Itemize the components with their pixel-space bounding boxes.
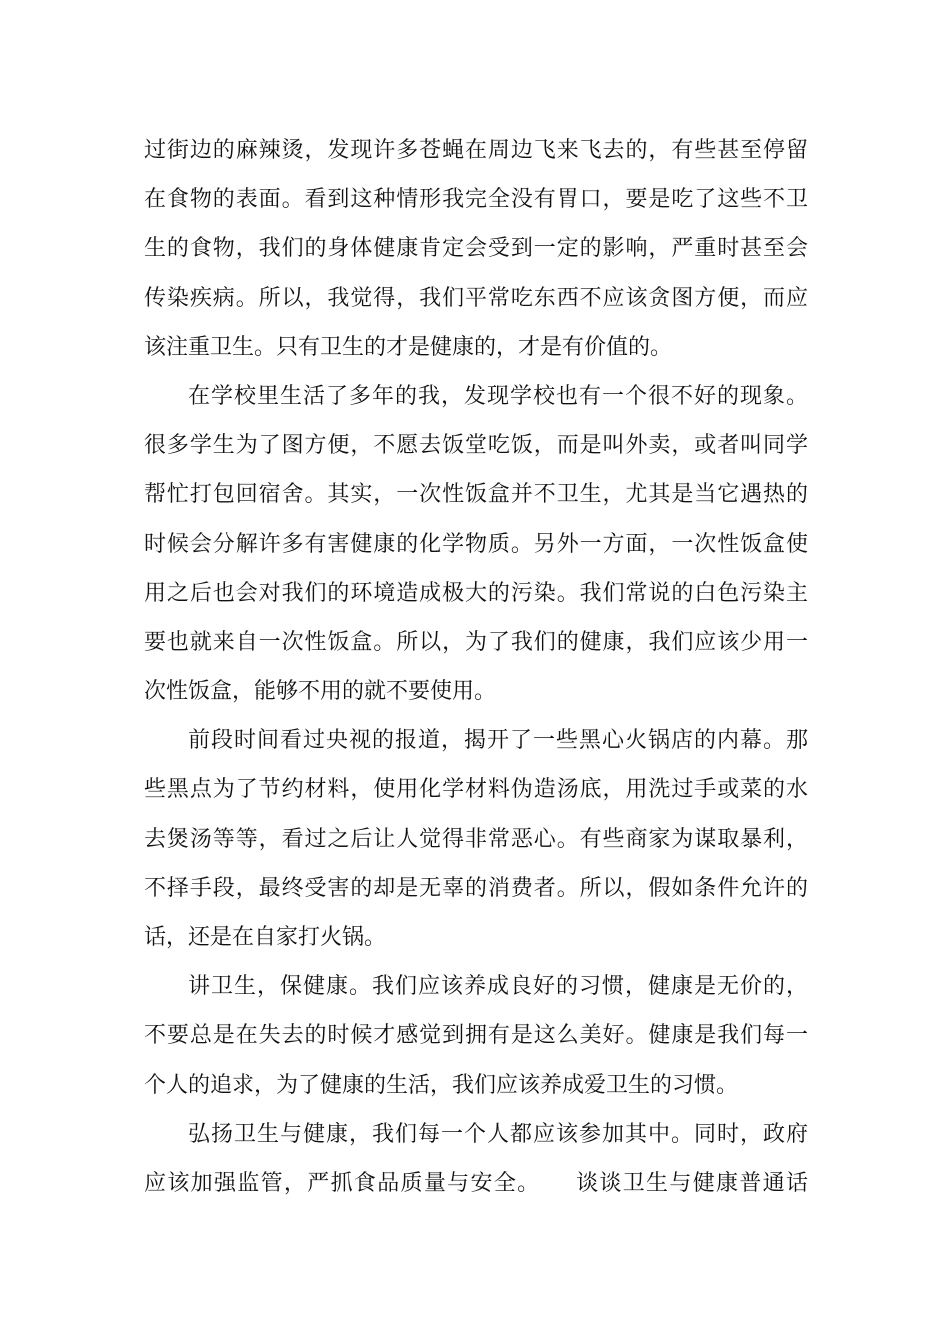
- paragraph-5: [144, 1110, 808, 1208]
- paragraph-2: [144, 372, 808, 716]
- text-line: 不要总是在失去的时候才感觉到拥有是这么美好。健康是我们每一: [144, 1023, 808, 1049]
- text-line: 生的食物，我们的身体健康肯定会受到一定的影响，严重时甚至会: [144, 236, 808, 262]
- text-line: 前段时间看过央视的报道，揭开了一些黑心火锅店的内幕。那: [188, 728, 808, 754]
- body-text: [144, 126, 808, 1208]
- text-line: 些黑点为了节约材料，使用化学材料伪造汤底，用洗过手或菜的水: [144, 777, 808, 803]
- text-line: 过街边的麻辣烫，发现许多苍蝇在周边飞来飞去的，有些甚至停留: [144, 138, 808, 163]
- text-line: 个人的追求，为了健康的生活，我们应该养成爱卫生的习惯。: [144, 1072, 739, 1098]
- text-line: 不择手段，最终受害的却是无辜的消费者。所以，假如条件允许的: [144, 875, 808, 901]
- text-line: 话，还是在自家打火锅。: [144, 925, 387, 950]
- text-line: 要也就来自一次性饭盒。所以，为了我们的健康，我们应该少用一: [144, 629, 808, 655]
- text-line: 时候会分解许多有害健康的化学物质。另外一方面，一次性饭盒使: [144, 531, 808, 557]
- text-line: 讲卫生，保健康。我们应该养成良好的习惯，健康是无价的，: [188, 974, 808, 1000]
- text-line: 次性饭盒，能够不用的就不要使用。: [144, 679, 497, 705]
- text-line: 用之后也会对我们的环境造成极大的污染。我们常说的白色污染主: [144, 580, 808, 606]
- text-line: 该注重卫生。只有卫生的才是健康的，才是有价值的。: [144, 334, 673, 360]
- text-line: 在食物的表面。看到这种情形我完全没有胃口，要是吃了这些不卫: [144, 187, 808, 213]
- text-line: 帮忙打包回宿舍。其实，一次性饭盒并不卫生，尤其是当它遇热的: [144, 482, 808, 508]
- text-line: 应该加强监管，严抓食品质量与安全。 谈谈卫生与健康普通话: [144, 1170, 808, 1196]
- text-line: 去煲汤等等，看过之后让人觉得非常恶心。有些商家为谋取暴利，: [144, 826, 808, 852]
- text-line: 传染疾病。所以，我觉得，我们平常吃东西不应该贪图方便，而应: [144, 285, 808, 311]
- paragraph-4: [144, 962, 808, 1110]
- paragraph-3: [144, 716, 808, 962]
- text-line: 弘扬卫生与健康，我们每一个人都应该参加其中。同时，政府: [188, 1121, 808, 1147]
- paragraph-1: [144, 126, 808, 372]
- text-line: 在学校里生活了多年的我，发现学校也有一个很不好的现象。: [188, 383, 808, 409]
- text-line: 很多学生为了图方便，不愿去饭堂吃饭，而是叫外卖，或者叫同学: [144, 433, 808, 459]
